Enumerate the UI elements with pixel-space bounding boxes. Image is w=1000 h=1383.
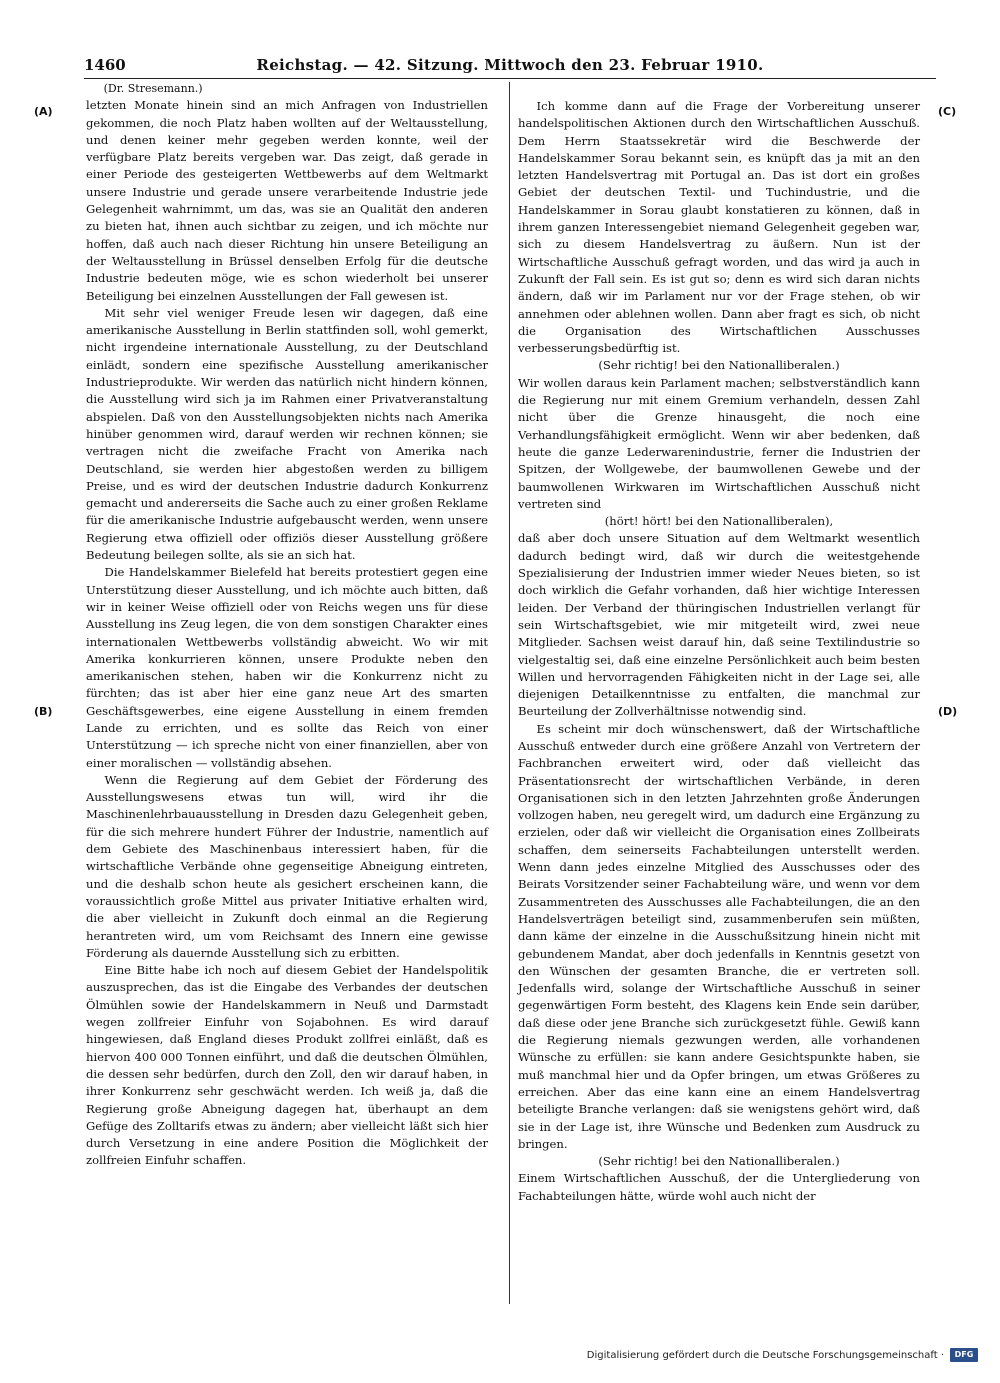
interjection-1: (Sehr richtig! bei den Nationalliberalen.) [598,358,840,373]
margin-marker-c: (C) [938,105,957,118]
header-title: Reichstag. — 42. Sitzung. Mittwoch den 23. Februar 1910. [256,56,764,74]
digitization-credit [587,1348,978,1362]
interjection-2: (hört! hört! bei den Nationalliberalen), [604,514,834,529]
left-paragraph-4: Wenn die Regierung auf dem Gebiet der Förderung des Ausstellungswesens etwas tun will, wird ihr die Maschinenlehrbauausstellung in Dresden dazu Gelegenheit geben, für die sich mehrere hundert Führer der Industrie, namentlich auf dem Gebiete des Maschinenbaus interessiert haben, für die wirtschaftliche Verbände ohne gegenseitige Abneigung eintreten, und die deshalb schon heute als gesichert erscheinen kann, die voraussichtlich große Mittel aus privater Initiative erhalten wird, die aber vielleicht in Zukunft doch einmal an die Regierung herantreten wird, um vom Reichsamt des Innern eine gewisse Förderung als dauernde Ausstellung sich zu erbitten. [86,772,488,960]
dfg-logo: DFG [950,1348,978,1362]
credit-text: Digitalisierung gefördert durch die Deutsche Forschungsgemeinschaft · [586,1349,944,1361]
right-column [518,98,920,1205]
margin-marker-a: (A) [34,105,53,118]
right-paragraph-2: Wir wollen daraus kein Parlament machen; selbstverständlich kann die Regierung nur mit einem Gremium verhandeln, dessen Zahl nicht über die Grenze hinausgeht, die noch eine Verhandlungsfähigkeit ermöglicht. Wenn wir aber bedenken, daß heute die ganze Lederwarenindustrie, ferner die Industrien der Spitzen, der Wollgewebe, der baumwollenen Gewebe und der baumwollenen Wirkwaren im Wirtschaftlichen Ausschuß nicht vertreten sind [518,375,920,511]
running-header [84,56,936,79]
interjection-3: (Sehr richtig! bei den Nationalliberalen.) [598,1154,840,1169]
page-number: 1460 [84,56,126,74]
right-paragraph-4: Es scheint mir doch wünschenswert, daß der Wirtschaftliche Ausschuß entweder durch eine größere Anzahl von Vertretern der Fachbranchen erweitert wird, oder daß vielleicht das Präsentationsrecht der wirtschaftlichen Verbände, in deren Organisationen sich in den letzten Jahrzehnten große Änderungen vollzogen haben, neu geregelt wird, um dadurch eine Ergänzung zu erzielen, oder daß wir vielleicht die Organisation eines Zollbeirats schaffen, dem seinerseits Fachabteilungen unterstellt werden. Wenn dann jedes einzelne Mitglied des Ausschusses oder des Beirats Vorsitzender seiner Fachabteilung wäre, und wenn vor dem Zusammentreten des Ausschusses alle Fachabteilungen, die an den Handelsverträgen beteiligt sind, zusammenberufen sein müßten, dann käme der einzelne in die Ausschußsitzung hinein nicht mit gebundenem Mandat, aber doch jedenfalls in Kenntnis gesetzt von den Wünschen der gesamten Branche, die er vertreten soll. Jedenfalls wird, solange der Wirtschaftliche Ausschuß in seiner gegenwärtigen Form besteht, des Klagens kein Ende sein darüber, daß diese oder jene Branche sich zurückgesetzt fühle. Gewiß kann die Regierung niemals gezwungen werden, alle vorhandenen Wünsche zu erfüllen: sie kann andere Gesichtspunkte haben, sie muß manchmal hier und da Opfer bringen, um etwas Größeres zu erreichen. Aber das eine kann eine an einem Handelsvertrag beteiligte Branche verlangen: daß sie wenigstens gehört wird, daß sie in der Lage ist, ihre Wünsche und Bedenken zum Ausdruck zu bringen. [518,721,920,1151]
column-divider [509,82,510,1304]
left-paragraph-1: letzten Monate hinein sind an mich Anfragen von Industriellen gekommen, die noch Platz haben wollten auf der Weltausstellung, und denen keiner mehr gegeben werden konnte, weil der verfügbare Platz bereits vergeben war. Das zeigt, daß gerade in einer Periode des gesteigerten Wettbewerbs auf dem Weltmarkt unsere Industrie und gerade unsere verarbeitende Industrie jede Gelegenheit wahrnimmt, um das, was sie an Qualität den anderen zu bieten hat, ihnen auch sichtbar zu zeigen, und ich möchte nur hoffen, daß auch nach dieser Richtung hin unsere Beteiligung an der Weltausstellung in Brüssel denselben Erfolg für die deutsche Industrie bedeuten möge, wie es schon wiederholt bei unserer Beteiligung bei einzelnen Ausstellungen der Fall gewesen ist. [86,98,488,303]
right-paragraph-5: Einem Wirtschaftlichen Ausschuß, der die Untergliederung von Fachabteilungen hätte, würde wohl auch nicht der [518,1171,920,1203]
margin-marker-b: (B) [34,705,53,718]
left-paragraph-5: Eine Bitte habe ich noch auf diesem Gebiet der Handelspolitik auszusprechen, das ist die Eingabe des Verbandes der deutschen Ölmühlen sowie der Handelskammern in Neuß und Darmstadt wegen zollfreier Einfuhr von Sojabohnen. Es wird darauf hingewiesen, daß England dieses Produkt zollfrei einläßt, daß es hiervon 400 000 Tonnen einführt, und daß die deutschen Ölmühlen, die dessen sehr bedürfen, durch den Zoll, den wir darauf haben, in ihrer Konkurrenz sehr geschwächt werden. Ich weiß ja, daß die Regierung große Abneigung dagegen hat, überhaupt an dem Gefüge des Zolltarifs etwas zu ändern; aber vielleicht läßt sich hier durch Versetzung in eine andere Position die Möglichkeit der zollfreien Einfuhr schaffen. [86,963,488,1168]
margin-marker-d: (D) [938,705,958,718]
left-paragraph-3: Die Handelskammer Bielefeld hat bereits protestiert gegen eine Unterstützung dieser Ausstellung, und ich möchte auch bitten, daß wir in keiner Weise offiziell oder von Reichs wegen uns für diese Ausstellung ins Zeug legen, die von dem sonstigen Charakter eines internationalen Wettbewerbs vollständig abweicht. Wo wir mit Amerika konkurrieren können, unsere Produkte neben den amerikanischen stehen, haben wir die Konkurrenz nicht zu fürchten; das ist aber hier eine ganz neue Art des smarten Geschäftsgewerbes, eine eigene Ausstellung in einem fremden Lande zu errichten, und es sollte das Reich von einer Unterstützung — ich spreche nicht von einer finanziellen, aber von einer moralischen — vollständig absehen. [86,565,488,770]
left-column [86,80,488,1170]
speaker-label: (Dr. Stresemann.) [103,82,203,95]
right-paragraph-1: Ich komme dann auf die Frage der Vorbereitung unserer handelspolitischen Aktionen durch den Wirtschaftlichen Ausschuß. Dem Herrn Staatssekretär wird die Beschwerde der Handelskammer Sorau bekannt sein, es knüpft das ja mit an den letzten Handelsvertrag mit Portugal an. Das ist dort ein großes Gebiet der deutschen Textil- und Tuchindustrie, und die Handelskammer in Sorau glaubt konstatieren zu können, daß in ihrem ganzen Interessengebiet niemand Gelegenheit gegeben war, sich zu diesem Handelsvertrag zu äußern. Nun ist der Wirtschaftliche Ausschuß gefragt worden, und das wird ja auch in Zukunft der Fall sein. Es ist gut so; denn es wird sich daran nichts ändern, daß wir im Parlament nur vor der Frage stehen, ob wir annehmen oder ablehnen wollen. Dann aber fragt es sich, ob nicht die Organisation des Wirtschaftlichen Ausschusses verbesserungsbedürftig ist. [518,99,920,356]
left-paragraph-2: Mit sehr viel weniger Freude lesen wir dagegen, daß eine amerikanische Ausstellung in Berlin stattfinden soll, wohl gemerkt, nicht irgendeine internationale Ausstellung, zu der Deutschland einlädt, sondern eine spezifische Ausstellung amerikanischer Industrieprodukte. Wir werden das natürlich nicht hindern können, die Ausstellung wird sich ja im Rahmen einer Privatveranstaltung abspielen. Daß von den Ausstellungsobjekten nichts nach Amerika hinüber genommen wird, darauf werden wir rechnen können; sie vertragen nicht die zweifache Fracht von Amerika nach Deutschland, sie werden hier abgestoßen werden zu billigem Preise, und es wird der deutschen Industrie dadurch Konkurrenz gemacht und andererseits die Sache auch zu einer großen Reklame für die amerikanische Industrie aufgebauscht werden, wenn unsere Regierung etwa offiziell oder offiziös dieser Ausstellung größere Bedeutung beilegen sollte, als sie an sich hat. [86,305,488,563]
right-paragraph-3: daß aber doch unsere Situation auf dem Weltmarkt wesentlich dadurch bedingt wird, daß wir durch die weitestgehende Spezialisierung der Industrien immer wieder Neues bieten, so ist doch wirklich die Gefahr vorhanden, daß hier wichtige Interessen leiden. Der Verband der thüringischen Industriellen verlangt für sein Wirtschaftsgebiet, wie mir mitgeteilt wird, zwei neue Mitglieder. Sachsen weist darauf hin, daß seine Textilindustrie so vielgestaltig sei, daß eine einzelne Persönlichkeit auch beim besten Willen und hervorragenden Fähigkeiten nicht in der Lage sei, alle diejenigen Detailkenntnisse zu entfalten, die manchmal zur Beurteilung der Zollverhältnisse notwendig sind. [518,531,920,719]
